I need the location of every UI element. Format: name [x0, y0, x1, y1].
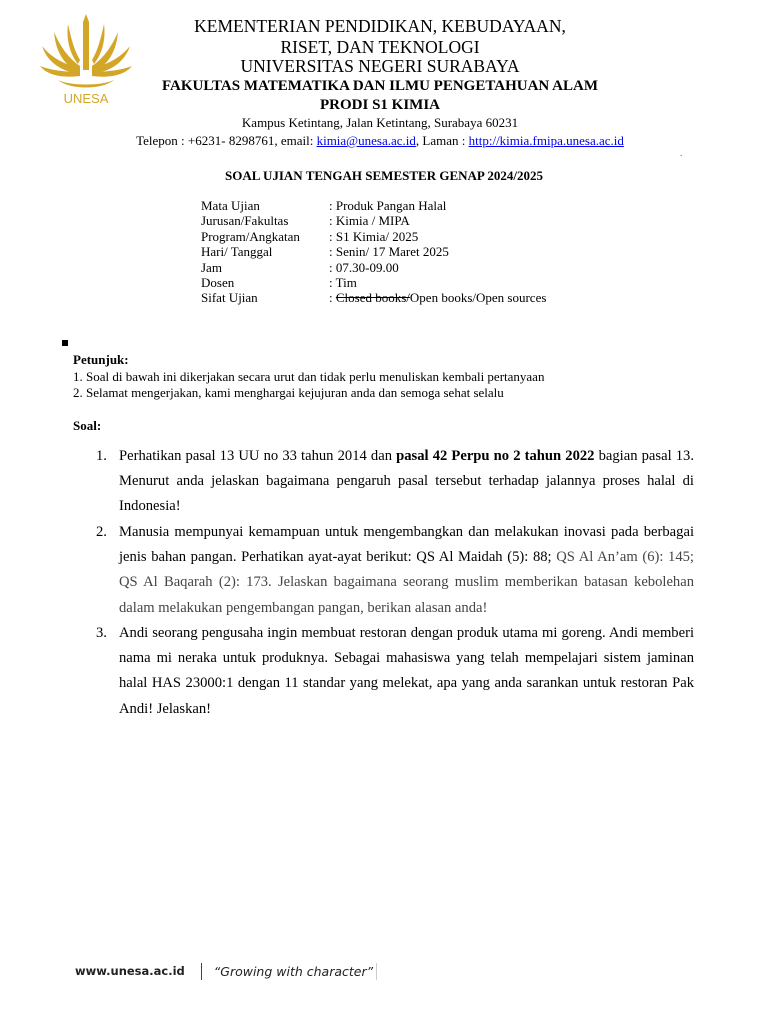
question-number: 2.	[96, 524, 107, 540]
info-value: : Produk Pangan Halal	[329, 198, 447, 213]
bullet-marker	[62, 340, 68, 346]
soal-label: Soal:	[73, 418, 102, 433]
instruction-item: 2. Selamat mengerjakan, kami menghargai kejujuran anda dan semoga sehat selalu	[73, 385, 504, 400]
info-value: : Tim	[329, 275, 357, 291]
info-row	[201, 260, 546, 275]
header-ministry: KEMENTERIAN PENDIDIKAN, KEBUDAYAAN,	[194, 16, 566, 36]
header-faculty: FAKULTAS MATEMATIKA DAN ILMU PENGETAHUAN ALAM	[162, 78, 598, 94]
info-key: Jam	[201, 259, 222, 275]
header-address: Kampus Ketintang, Jalan Ketintang, Surabaya 60231	[241, 115, 519, 130]
question-1	[96, 444, 694, 520]
question-text: Andi seorang pengusaha ingin membuat restoran dengan produk utama mi goreng. Andi memberi nama mi neraka untuk produknya. Sebagai mahasiswa yang telah mempelajari sistem jaminan halal HAS 23000:1 dengan 11 standar yang melekat, apa yang anda sarankan untuk restoran Pak Andi! Jelaskan!	[119, 625, 694, 717]
question-text	[119, 520, 694, 621]
info-key: Dosen	[201, 275, 235, 291]
question-text-grey: QS Al An’am (6): 145; QS Al Baqarah (2): 173. Jelaskan bagaimana seorang muslim memberikan batasan kebolehan dalam melakukan pengembangan pangan, berikan alasan anda!	[119, 549, 694, 616]
info-value: : Kimia / MIPA	[329, 213, 410, 229]
info-key: Hari/ Tanggal	[201, 244, 273, 260]
instructions	[73, 352, 544, 402]
question-3	[96, 621, 694, 722]
question-number: 3.	[96, 625, 107, 641]
header-program: PRODI S1 KIMIA	[319, 97, 440, 113]
question-text	[119, 444, 694, 520]
question-text-bold: pasal 42 Perpu no 2 tahun 2022	[396, 448, 595, 464]
info-row	[201, 229, 546, 244]
instructions-label: Petunjuk:	[73, 352, 129, 367]
question-text-part: bagian pasal 13. Menurut anda jelaskan bagaimana pengaruh pasal tersebut terhadap jalannya proses halal di Indonesia!	[119, 448, 694, 515]
contact-prefix: Telepon : +6231- 8298761, email:	[136, 133, 317, 148]
info-value	[329, 290, 546, 305]
info-value: : 07.30-09.00	[329, 259, 399, 275]
footer-tagline: “Growing with character”	[213, 963, 374, 979]
exam-info-table	[201, 198, 546, 306]
contact-mid: , Laman :	[415, 133, 469, 148]
stray-dot: .	[680, 148, 683, 158]
info-key: Sifat Ujian	[201, 290, 258, 306]
question-2	[96, 520, 694, 621]
footer	[75, 960, 377, 982]
question-number: 1.	[96, 448, 107, 464]
sifat-struck: Closed books/	[335, 290, 410, 306]
info-key: Jurusan/Fakultas	[201, 213, 289, 229]
question-text-part: Perhatikan pasal 13 UU no 33 tahun 2014 dan	[119, 448, 397, 464]
sifat-rest: Open books/Open sources	[409, 290, 547, 306]
email-link[interactable]: kimia@unesa.ac.id	[316, 133, 416, 148]
header-university: UNIVERSITAS NEGERI SURABAYA	[240, 56, 520, 76]
info-value: : Senin/ 17 Maret 2025	[329, 244, 449, 260]
question-text-part: Manusia mempunyai kemampuan untuk mengembangkan dan melakukan inovasi pada berbagai jenis bahan pangan. Perhatikan ayat-ayat berikut: QS Al Maidah (5): 88;	[119, 524, 694, 566]
header-contact	[120, 133, 640, 149]
info-key: Mata Ujian	[201, 198, 260, 213]
info-value: : S1 Kimia/ 2025	[329, 228, 419, 244]
footer-url: www.unesa.ac.id	[75, 964, 185, 978]
sifat-colon: :	[329, 290, 336, 306]
info-row-sifat	[201, 290, 546, 305]
website-link[interactable]: http://kimia.fmipa.unesa.ac.id	[468, 133, 624, 148]
info-key: Program/Angkatan	[201, 228, 300, 244]
info-row	[201, 213, 546, 228]
logo-text: UNESA	[63, 91, 109, 106]
info-row	[201, 275, 546, 290]
exam-title: SOAL UJIAN TENGAH SEMESTER GENAP 2024/2025	[225, 168, 543, 183]
info-row	[201, 244, 546, 259]
info-row	[201, 198, 546, 213]
header-ministry-2: RISET, DAN TEKNOLOGI	[280, 37, 480, 57]
footer-divider	[376, 963, 377, 980]
footer-divider	[201, 963, 202, 980]
instruction-item: 1. Soal di bawah ini dikerjakan secara urut dan tidak perlu menuliskan kembali pertanyaan	[73, 368, 545, 384]
